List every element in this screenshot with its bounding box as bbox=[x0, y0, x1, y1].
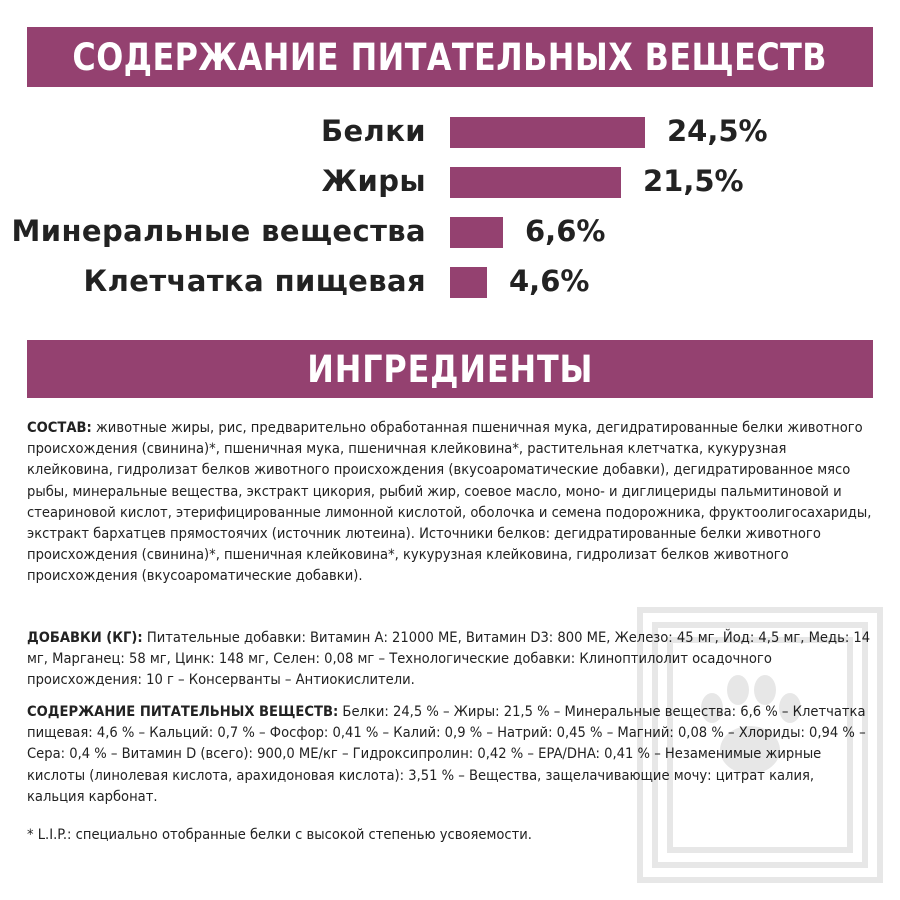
ingredients-banner-title: ИНГРЕДИЕНТЫ bbox=[306, 347, 594, 391]
chart-bar bbox=[450, 167, 621, 198]
nutrients-text: Белки: 24,5 % – Жиры: 21,5 % – Минеральные вещества: 6,6 % – Клетчатка пищевая: 4,6 % – Кальций: 0,7 % – Фосфор: 0,41 % – Калий: 0,9 % – Натрий: 0,45 % – Магний: 0,08 % – Хлориды: 0,94 % – Сера: 0,4 % – Витамин D (всего): 900,0 МЕ/кг – Гидроксипролин: 0,42 % – EPA/DHA: 0,41 % – Незаменимые жирные кислоты (линолевая кислота, арахидоновая кислота): 3,51 % – Вещества, защелачивающие мочу: цитрат калия, кальция карбонат. bbox=[27, 703, 866, 805]
nutrient-bar-chart bbox=[0, 0, 900, 320]
chart-category-label: Минеральные вещества bbox=[11, 214, 426, 248]
chart-value-label: 24,5% bbox=[667, 114, 768, 148]
chart-bar bbox=[450, 217, 503, 248]
chart-value-label: 4,6% bbox=[509, 264, 590, 298]
chart-bar bbox=[450, 267, 487, 298]
nutrients-paragraph bbox=[27, 701, 875, 807]
additives-label: ДОБАВКИ (КГ): bbox=[27, 629, 143, 646]
nutrients-banner-title: СОДЕРЖАНИЕ ПИТАТЕЛЬНЫХ ВЕЩЕСТВ bbox=[72, 35, 828, 79]
additives-text: Питательные добавки: Витамин А: 21000 МЕ, Витамин D3: 800 МЕ, Железо: 45 мг, Йод: 4,5 мг, Медь: 14 мг, Марганец: 58 мг, Цинк: 148 мг, Селен: 0,08 мг – Технологические добавки: Клиноптилолит осадочного происхождения: 10 г – Консерванты – Антиокислители. bbox=[27, 629, 871, 689]
composition-paragraph bbox=[27, 417, 875, 587]
composition-label: СОСТАВ: bbox=[27, 419, 92, 436]
chart-category-label: Жиры bbox=[321, 164, 426, 198]
nutrients-label: СОДЕРЖАНИЕ ПИТАТЕЛЬНЫХ ВЕЩЕСТВ: bbox=[27, 703, 339, 720]
additives-paragraph bbox=[27, 627, 875, 691]
chart-value-label: 6,6% bbox=[525, 214, 606, 248]
ingredients-banner bbox=[27, 340, 873, 398]
composition-text: животные жиры, рис, предварительно обработанная пшеничная мука, дегидратированные белки животного происхождения (свинина)*, пшеничная мука, пшеничная клейковина*, растительная клетчатка, кукурузная клейковина, гидролизат белков животного происхождения (вкусоароматические добавки), дегидратированное мясо рыбы, минеральные вещества, экстракт цикория, рыбий жир, соевое масло, моно- и диглицериды пальмитиновой и стеариновой кислот, этерифицированные лимонной кислотой, оболочка и семена подорожника, фруктоолигосахариды, экстракт бархатцев прямостоячих (источник лютеина). Источники белков: дегидратированные белки животного происхождения (свинина)*, пшеничная клейковина*, кукурузная клейковина, гидролизат белков животного происхождения (вкусоароматические добавки). bbox=[27, 419, 872, 585]
chart-bar bbox=[450, 117, 645, 148]
footnote: * L.I.P.: специально отобранные белки с высокой степенью усвояемости. bbox=[27, 826, 532, 843]
chart-category-label: Белки bbox=[320, 114, 426, 148]
chart-value-label: 21,5% bbox=[643, 164, 744, 198]
chart-category-label: Клетчатка пищевая bbox=[83, 264, 426, 298]
